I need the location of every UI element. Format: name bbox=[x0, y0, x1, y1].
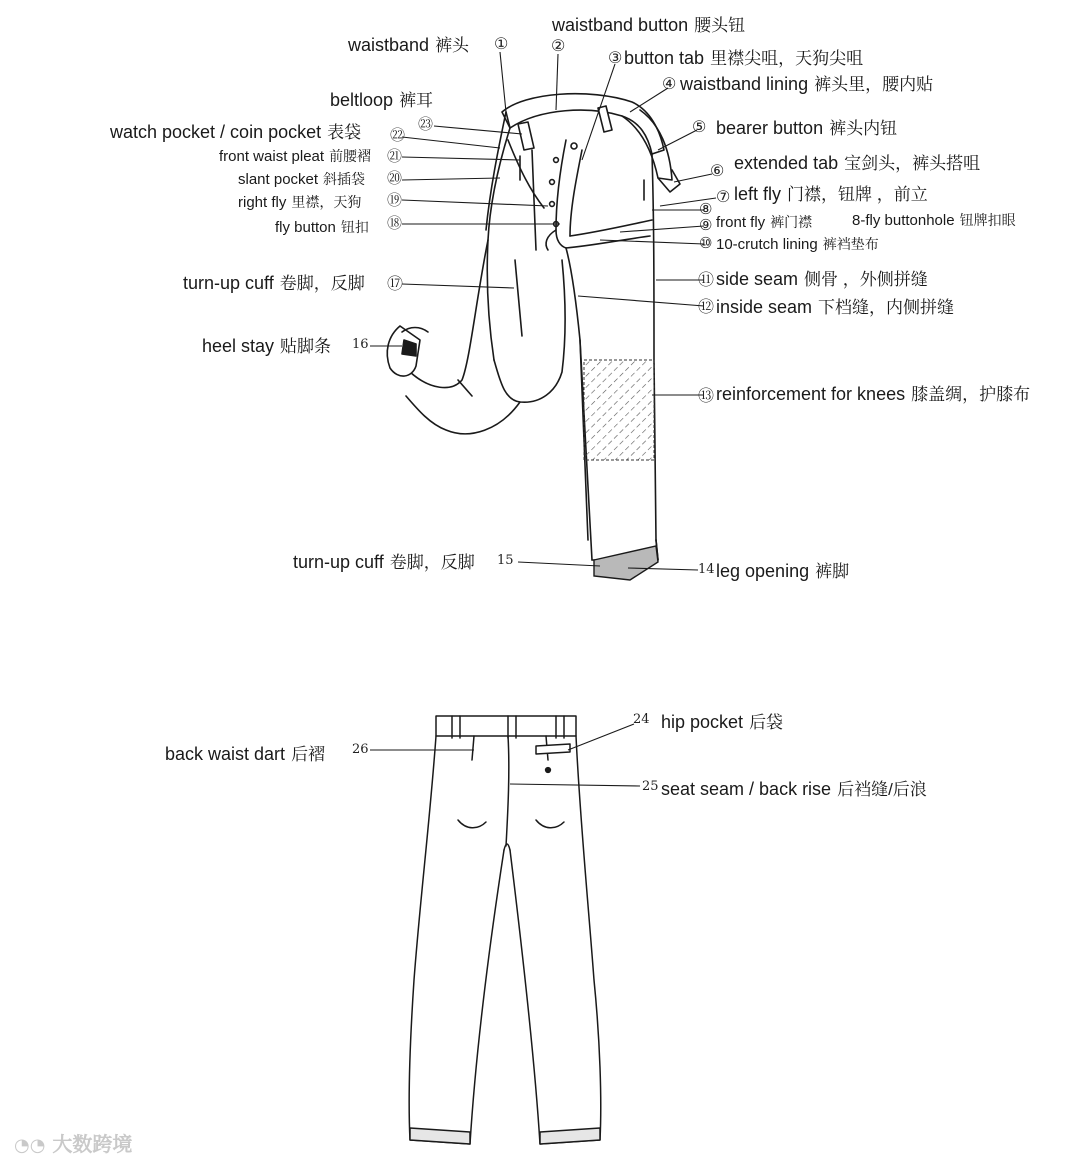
label-zh: 钮牌扣眼 bbox=[959, 212, 1016, 228]
label-zh: 斜插袋 bbox=[323, 171, 366, 187]
label-number: ③ bbox=[608, 48, 623, 67]
label-side-seam bbox=[716, 270, 928, 289]
label-number: ⑫ bbox=[698, 297, 715, 316]
label-en: waistband lining bbox=[680, 74, 809, 94]
label-back-waist-dart bbox=[165, 745, 325, 764]
label-en: beltloop bbox=[330, 90, 394, 110]
label-zh: 钮扣 bbox=[340, 219, 369, 235]
label-number: ⑦ bbox=[716, 187, 731, 206]
label-zh: 裤脚 bbox=[815, 562, 850, 581]
label-zh: 后袋 bbox=[749, 713, 784, 732]
label-number: ㉓ bbox=[418, 115, 434, 133]
label-extended-tab bbox=[734, 154, 980, 173]
label-zh: 卷脚，反脚 bbox=[279, 274, 365, 293]
label-number: ⑤ bbox=[692, 117, 707, 136]
watermark-logo-icon: ◔◔ bbox=[14, 1135, 46, 1156]
label-zh: 裤裆垫布 bbox=[822, 236, 879, 252]
label-zh: 门襟，钮牌 ，前立 bbox=[787, 185, 928, 204]
label-right-fly bbox=[238, 195, 361, 211]
label-button-tab bbox=[624, 49, 863, 68]
label-number: ⑧ bbox=[699, 200, 713, 218]
label-crutch-lining bbox=[716, 237, 879, 253]
label-en: 8-fly buttonhole bbox=[852, 212, 955, 229]
label-number: ① bbox=[494, 34, 509, 53]
label-en: right fly bbox=[238, 194, 287, 211]
label-number: 16 bbox=[352, 337, 369, 352]
label-zh: 腰头钮 bbox=[694, 16, 746, 35]
label-en: button tab bbox=[624, 48, 705, 68]
label-en: left fly bbox=[734, 184, 782, 204]
label-seat-seam bbox=[661, 780, 927, 799]
label-leg-opening bbox=[716, 562, 849, 581]
label-zh: 前腰褶 bbox=[329, 148, 372, 164]
label-slant-pocket bbox=[238, 172, 365, 188]
label-en: waistband bbox=[348, 35, 430, 55]
label-number: ㉒ bbox=[390, 126, 406, 144]
label-zh: 裤头 bbox=[435, 36, 470, 55]
label-turnup-cuff-17 bbox=[183, 274, 365, 293]
label-number: 24 bbox=[633, 712, 650, 727]
label-inside-seam bbox=[716, 298, 954, 317]
label-en: leg opening bbox=[716, 561, 810, 581]
label-watch-pocket bbox=[110, 123, 361, 142]
label-zh: 裤头里，腰内贴 bbox=[814, 75, 934, 94]
label-number: ⑨ bbox=[699, 216, 713, 234]
label-zh: 表袋 bbox=[327, 123, 362, 142]
label-zh: 裤门襟 bbox=[770, 214, 813, 230]
label-en: side seam bbox=[716, 269, 799, 289]
label-en: turn-up cuff bbox=[293, 552, 384, 572]
label-number: ㉑ bbox=[387, 147, 403, 165]
label-en: waistband button bbox=[552, 15, 689, 35]
label-en: front waist pleat bbox=[219, 148, 325, 165]
label-waistband-lining bbox=[680, 75, 933, 94]
label-number: ⑥ bbox=[710, 161, 725, 180]
label-zh: 后裆缝/后浪 bbox=[837, 780, 927, 799]
watermark-text: 大数跨境 bbox=[52, 1132, 133, 1156]
label-knee-reinforcement bbox=[716, 385, 1030, 404]
label-zh: 侧骨 ，外侧拼缝 bbox=[804, 270, 928, 289]
label-en: slant pocket bbox=[238, 171, 319, 188]
label-front-fly bbox=[716, 215, 812, 231]
label-zh: 里襟尖咀，天狗尖咀 bbox=[710, 49, 864, 68]
label-number: 26 bbox=[352, 742, 369, 757]
label-en: extended tab bbox=[734, 153, 839, 173]
label-number: ⑬ bbox=[698, 386, 715, 405]
label-zh: 后褶 bbox=[291, 745, 326, 764]
label-zh: 里襟，天狗 bbox=[291, 194, 362, 210]
label-en: reinforcement for knees bbox=[716, 384, 906, 404]
label-number: ⑩ bbox=[699, 234, 713, 252]
label-en: bearer button bbox=[716, 118, 824, 138]
label-zh: 贴脚条 bbox=[280, 337, 332, 356]
label-number: 15 bbox=[497, 553, 514, 568]
label-number: ⑪ bbox=[698, 270, 715, 289]
label-en: back waist dart bbox=[165, 744, 286, 764]
label-zh: 裤头内钮 bbox=[829, 119, 898, 138]
label-zh: 宝剑头，裤头搭咀 bbox=[844, 154, 981, 173]
watermark bbox=[14, 1128, 132, 1157]
label-front-waist-pleat bbox=[219, 149, 371, 165]
label-number: ⑲ bbox=[387, 191, 403, 209]
label-en: fly button bbox=[275, 219, 336, 236]
label-number: 14 bbox=[698, 562, 715, 577]
label-zh: 膝盖绸，护膝布 bbox=[911, 385, 1031, 404]
label-waistband-button bbox=[552, 16, 745, 35]
label-en: watch pocket / coin pocket bbox=[110, 122, 322, 142]
label-en: front fly bbox=[716, 214, 766, 231]
label-hip-pocket bbox=[661, 713, 783, 732]
label-en: hip pocket bbox=[661, 712, 744, 732]
label-turnup-cuff-15 bbox=[293, 553, 475, 572]
label-number: 25 bbox=[642, 779, 659, 794]
label-en: heel stay bbox=[202, 336, 275, 356]
label-fly-button bbox=[275, 220, 369, 236]
label-beltloop bbox=[330, 91, 433, 110]
label-fly-buttonhole bbox=[852, 213, 1016, 229]
label-bearer-button bbox=[716, 119, 897, 138]
label-left-fly bbox=[734, 185, 928, 204]
label-number: ② bbox=[551, 36, 566, 55]
label-en: inside seam bbox=[716, 297, 813, 317]
label-number: ⑰ bbox=[387, 274, 404, 293]
label-number: ④ bbox=[662, 74, 677, 93]
label-heel-stay bbox=[202, 337, 331, 356]
label-en: 10-crutch lining bbox=[716, 236, 818, 253]
label-zh: 卷脚，反脚 bbox=[389, 553, 475, 572]
label-en: seat seam / back rise bbox=[661, 779, 832, 799]
label-number: ⑳ bbox=[387, 169, 403, 187]
label-waistband bbox=[348, 36, 469, 55]
label-number: ⑱ bbox=[387, 214, 403, 232]
label-zh: 裤耳 bbox=[399, 91, 434, 110]
label-en: turn-up cuff bbox=[183, 273, 274, 293]
label-zh: 下档缝，内侧拼缝 bbox=[818, 298, 955, 317]
